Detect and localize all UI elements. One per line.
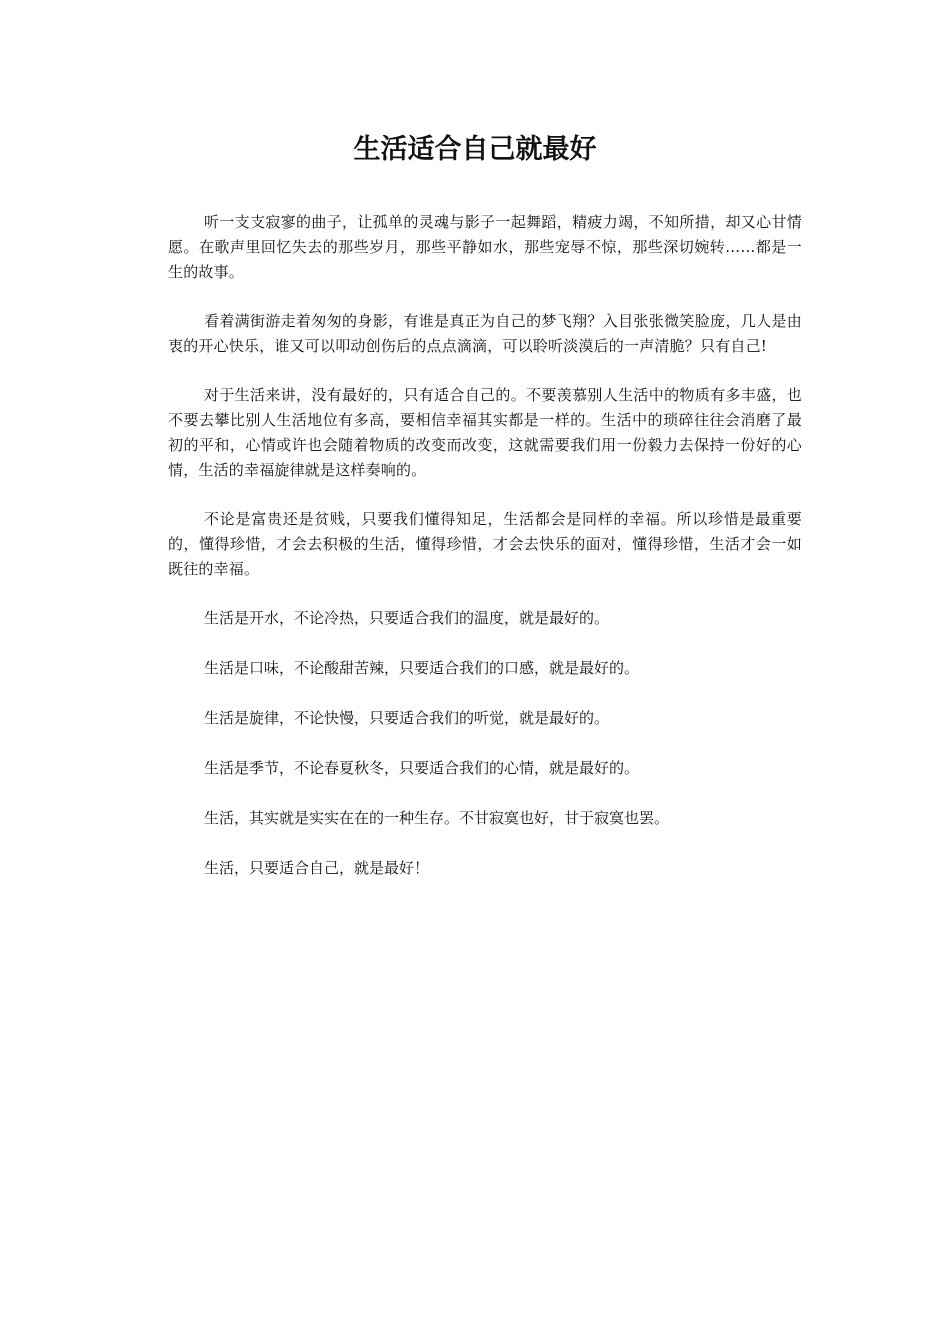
line-6: 生活，只要适合自己，就是最好！ xyxy=(204,859,430,877)
paragraph-1: 听一支支寂寥的曲子，让孤单的灵魂与影子一起舞蹈，精疲力竭，不知所措，却又心甘情愿。在歌声里回忆失去的那些岁月，那些平静如水，那些宠辱不惊，那些深切婉转……都是一生的故事。 xyxy=(168,213,802,281)
document-title: 生活适合自己就最好 xyxy=(353,134,597,165)
paragraph-4: 不论是富贵还是贫贱，只要我们懂得知足，生活都会是同样的幸福。所以珍惜是最重要的，懂得珍惜，才会去积极的生活，懂得珍惜，才会去快乐的面对，懂得珍惜，生活才会一如既往的幸福。 xyxy=(168,510,802,578)
line-5: 生活，其实就是实实在在的一种生存。不甘寂寞也好，甘于寂寞也罢。 xyxy=(204,809,670,827)
line-3: 生活是旋律，不论快慢，只要适合我们的听觉，就是最好的。 xyxy=(204,709,610,727)
paragraph-2: 看着满街游走着匆匆的身影，有谁是真正为自己的梦飞翔？入目张张微笑脸庞，几人是由衷的开心快乐，谁又可以叩动创伤后的点点滴滴，可以聆听淡漠后的一声清脆？只有自己! xyxy=(168,312,802,355)
document-body xyxy=(168,210,802,906)
line-2: 生活是口味，不论酸甜苦辣，只要适合我们的口感，就是最好的。 xyxy=(204,659,640,677)
line-4: 生活是季节，不论春夏秋冬，只要适合我们的心情，就是最好的。 xyxy=(204,759,640,777)
paragraph-3: 对于生活来讲，没有最好的，只有适合自己的。不要羡慕别人生活中的物质有多丰盛，也不要去攀比别人生活地位有多高，要相信幸福其实都是一样的。生活中的琐碎往往会消磨了最初的平和，心情或许也会随着物质的改变而改变，这就需要我们用一份毅力去保持一份好的心情，生活的幸福旋律就是这样奏响的。 xyxy=(168,386,802,479)
line-1: 生活是开水，不论冷热，只要适合我们的温度，就是最好的。 xyxy=(204,609,610,627)
